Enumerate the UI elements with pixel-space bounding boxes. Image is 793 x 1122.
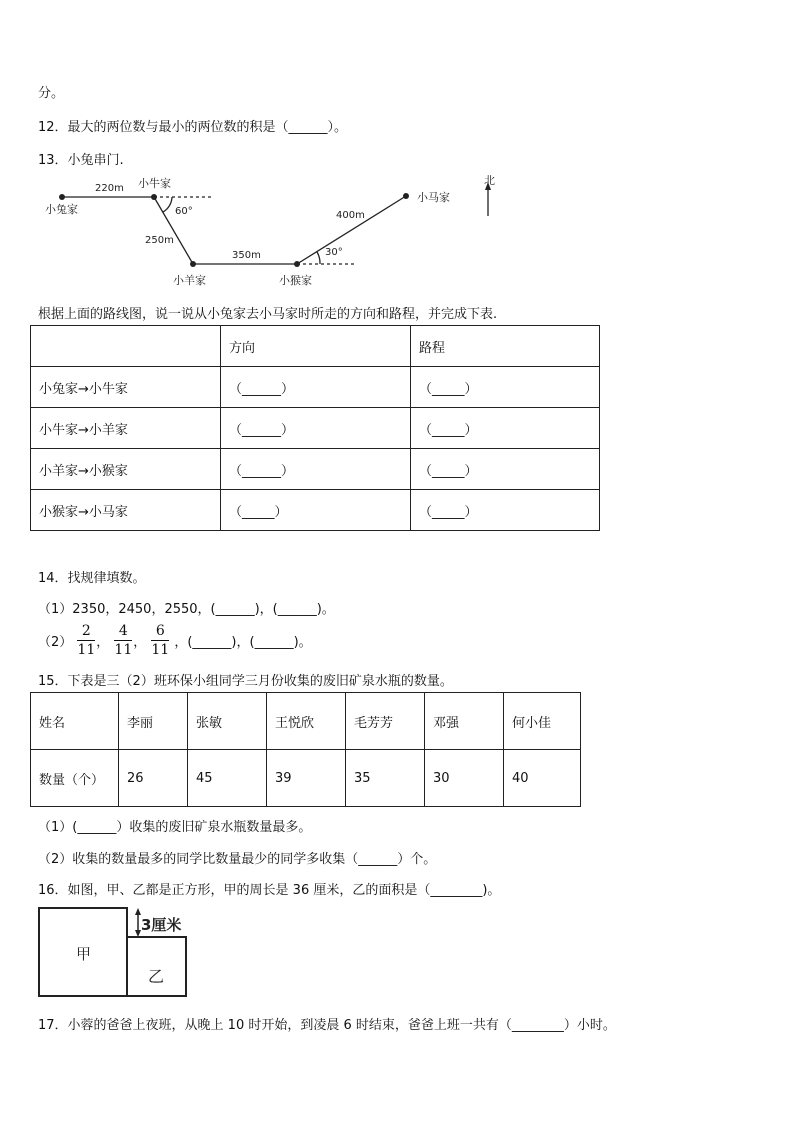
route-monkey-horse [297,196,406,264]
direction-blank[interactable]: （______） [221,449,411,490]
route-label: 小牛家→小羊家 [31,408,221,449]
question-12: 12．最大的两位数与最小的两位数的积是（______）。 [38,120,348,135]
distance-250: 250m [145,235,174,246]
question-14-part-2: （2） $\frac{2}{11}$ ， $\frac{4}{11}$ ， $\frac{6}{11}$ ，(______)，(______)。 [38,623,312,658]
node-rabbit [59,194,65,200]
question-16: 16．如图，甲、乙都是正方形，甲的周长是 36 厘米，乙的面积是（________)。 [38,883,501,898]
node-cow [151,194,157,200]
part-2-prefix: （2） [38,635,73,650]
label-3cm: 3厘米 [141,916,182,934]
header-direction: 方向 [221,326,411,367]
fraction-2: $\frac{4}{11}$ [114,623,133,658]
part-2-suffix: ，(______)，(______)。 [174,635,312,650]
name-cell: 李丽 [119,693,188,750]
angle-arc-60 [163,197,172,212]
question-17: 17．小蓉的爸爸上夜班，从晚上 10 时开始，到凌晨 6 时结束，爸爸上班一共有（________）小时。 [38,1018,616,1033]
label-cow: 小牛家 [138,177,171,190]
label-sheep: 小羊家 [173,274,206,287]
route-label: 小猴家→小马家 [31,490,221,531]
header-cell-empty [31,326,221,367]
top-fragment: 分。 [38,86,65,101]
angle-arc-30 [317,252,320,264]
name-cell: 王悦欣 [267,693,346,750]
route-label: 小兔家→小牛家 [31,367,221,408]
table-row [31,490,600,531]
squares-figure [30,904,230,1004]
question-15-sub-2: （2）收集的数量最多的同学比数量最少的同学多收集（______）个。 [38,852,437,867]
fraction-1: $\frac{2}{11}$ [77,623,96,658]
direction-blank[interactable]: （______） [221,408,411,449]
angle-30: 30° [325,247,343,258]
distance-350: 350m [232,250,261,261]
table-row [31,750,581,807]
name-cell: 何小佳 [504,693,581,750]
question-13-instruction: 根据上面的路线图，说一说从小兔家去小马家时所走的方向和路程，并完成下表. [38,307,498,322]
name-cell: 毛芳芳 [346,693,425,750]
label-monkey: 小猴家 [279,274,312,287]
table-header-row [31,326,600,367]
distance-blank[interactable]: （_____） [411,449,600,490]
count-cell: 45 [188,750,267,807]
name-cell: 邓强 [425,693,504,750]
node-monkey [294,261,300,267]
fraction-3: $\frac{6}{11}$ [151,623,170,658]
bottle-count-table [30,692,581,807]
question-14-part-1: （1）2350，2450，2550，(______)，(______)。 [38,602,335,617]
count-header: 数量（个） [31,750,119,807]
angle-60: 60° [175,206,193,217]
route-table [30,325,600,531]
distance-400: 400m [336,210,365,221]
distance-blank[interactable]: （_____） [411,490,600,531]
node-horse [403,193,409,199]
distance-blank[interactable]: （_____） [411,408,600,449]
question-15-sub-1: （1）(______）收集的废旧矿泉水瓶数量最多。 [38,820,312,835]
count-cell: 30 [425,750,504,807]
distance-220: 220m [95,183,124,194]
name-header: 姓名 [31,693,119,750]
node-sheep [190,261,196,267]
question-14-title: 14．找规律填数。 [38,571,146,586]
header-distance: 路程 [411,326,600,367]
distance-blank[interactable]: （_____） [411,367,600,408]
name-cell: 张敏 [188,693,267,750]
question-15-title: 15．下表是三（2）班环保小组同学三月份收集的废旧矿泉水瓶的数量。 [38,674,453,689]
count-cell: 26 [119,750,188,807]
table-row [31,408,600,449]
count-cell: 40 [504,750,581,807]
question-13-title: 13．小兔串门. [38,153,124,168]
label-horse: 小马家 [417,191,450,204]
count-cell: 39 [267,750,346,807]
table-row [31,367,600,408]
label-north: 北 [484,174,495,187]
label-yi: 乙 [148,967,165,986]
table-row [31,449,600,490]
direction-blank[interactable]: （______） [221,367,411,408]
route-label: 小羊家→小猴家 [31,449,221,490]
direction-blank[interactable]: （_____） [221,490,411,531]
table-row [31,693,581,750]
route-map-figure [0,170,793,300]
dimension-arrow-top-icon [135,908,141,915]
count-cell: 35 [346,750,425,807]
label-rabbit: 小兔家 [45,203,78,216]
label-jia: 甲 [76,945,92,963]
